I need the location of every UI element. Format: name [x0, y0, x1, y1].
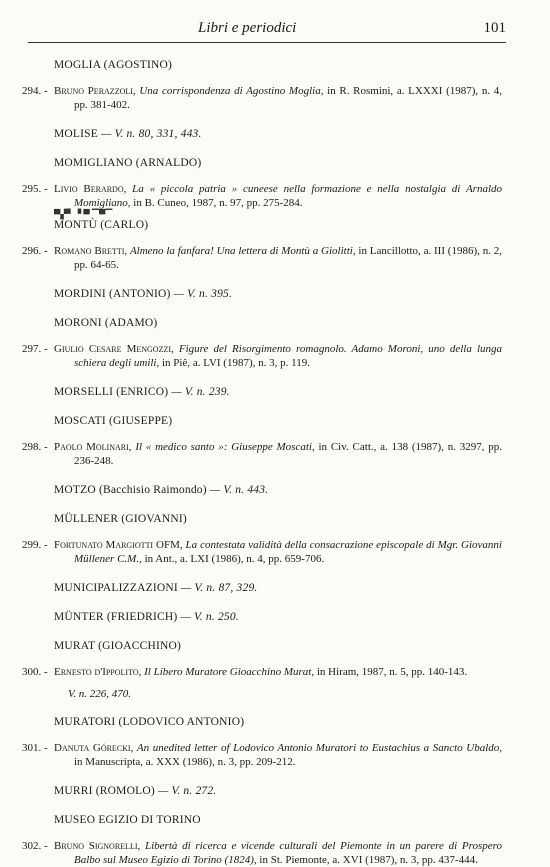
entry-number: 300. -: [22, 666, 48, 678]
subject-heading: MONTÙ (CARLO): [54, 219, 149, 231]
entry-author: Romano Bretti,: [54, 245, 128, 257]
entry-source: in R. Rosmini, a. LXXXI (1987), n. 4, pp. 381-402.: [74, 85, 502, 111]
entry-author: Ernesto d'Ippolito,: [54, 666, 142, 678]
entry-298: [22, 440, 502, 468]
entry-author: Bruno Perazzoli,: [54, 85, 136, 97]
cross-ref: — V. n. 80, 331, 443.: [101, 128, 202, 140]
subject-heading: MOGLIA (AGOSTINO): [54, 59, 173, 71]
cross-ref-heading: MORDINI (ANTONIO) — V. n. 395.: [54, 288, 233, 300]
entry-source: in Ant., a. LXI (1986), n. 4, pp. 659-706.: [144, 553, 325, 565]
cross-ref: — V. n. 239.: [171, 386, 230, 398]
entry-title: Almeno la fanfara! Una lettera di Montù a Giolitti,: [129, 245, 356, 257]
entry-author: Danuta Górecki,: [54, 742, 134, 754]
entry-author: Giulio Cesare Mengozzi,: [54, 343, 174, 355]
entry-number: 295. -: [22, 183, 48, 195]
entry-number: 294. -: [22, 85, 48, 97]
entry-source: in St. Piemonte, a. XVI (1987), n. 3, pp. 437-444.: [259, 854, 478, 866]
subject-heading: MURAT (GIOACCHINO): [54, 640, 182, 652]
subject-heading: MORONI (ADAMO): [54, 317, 158, 329]
running-title: Libri e periodici: [198, 20, 297, 36]
entry-author: Bruno Signorelli,: [54, 840, 141, 852]
entry-source: in Civ. Catt., a. 138 (1987), n. 3297, pp. 236-248.: [74, 441, 503, 467]
entry-title: Il « medico santo »: Giuseppe Moscati,: [135, 441, 315, 453]
subject-heading: MOSCATI (GIUSEPPE): [54, 415, 173, 427]
entry-295: [22, 182, 502, 210]
entry-title: La « piccola patria » cuneese nella formazione e nella nostalgia di Arnaldo Momigliano,: [74, 183, 503, 209]
cross-ref-heading: MOTZO (Bacchisio Raimondo) — V. n. 443.: [54, 484, 269, 496]
entry-number: 299. -: [22, 539, 48, 551]
entry-301: [22, 741, 502, 769]
entry-source: in Lancillotto, a. III (1986), n. 2, pp. 64-65.: [74, 245, 503, 271]
print-smudge: ▀▞▘▝ ▀ ▔▀▔: [54, 209, 113, 219]
subject-heading: MUSEO EGIZIO DI TORINO: [54, 814, 201, 826]
running-header: [28, 20, 506, 43]
entry-title: An unedited letter of Lodovico Antonio Muratori to Eustachius a Sancto Ubaldo,: [136, 742, 502, 754]
entry-number: 296. -: [22, 245, 48, 257]
entry-number: 301. -: [22, 742, 48, 754]
index-list: [0, 58, 550, 867]
entry-author: Paolo Molinari,: [54, 441, 132, 453]
cross-ref: — V. n. 250.: [180, 611, 239, 623]
cross-ref: — V. n. 395.: [173, 288, 233, 300]
entry-source: in Piê, a. LVI (1987), n. 3, p. 119.: [162, 357, 310, 369]
entry-297: [22, 342, 502, 370]
cross-ref: — V. n. 272.: [157, 785, 217, 797]
cross-ref-heading: MORSELLI (ENRICO) — V. n. 239.: [54, 386, 230, 398]
cross-ref-heading: MUNICIPALIZZAZIONI — V. n. 87, 329.: [54, 582, 258, 594]
entry-302: [22, 839, 502, 867]
entry-title: Libertà di ricerca e vicende culturali del Piemonte in un parere di Prospero Balbo sul Museo Egizio di Torino (1824),: [74, 840, 503, 866]
entry-author: Livio Berardo,: [54, 183, 127, 195]
cross-ref-heading: MURRI (ROMOLO) — V. n. 272.: [54, 785, 217, 797]
cross-ref: — V. n. 443.: [209, 484, 269, 496]
entry-number: 298. -: [22, 441, 48, 453]
entry-title: Una corrispondenza di Agostino Moglia,: [139, 85, 324, 97]
entry-title: Il Libero Muratore Gioacchino Murat,: [144, 666, 315, 678]
entry-source: in Hiram, 1987, n. 5, pp. 140-143.: [316, 666, 468, 678]
entry-title: Figure del Risorgimento romagnolo. Adamo Moroni, uno della lunga schiera degli umili,: [74, 343, 503, 369]
entry-number: 302. -: [22, 840, 48, 852]
cross-ref-heading: MÜNTER (FRIEDRICH) — V. n. 250.: [54, 611, 239, 623]
cross-ref-heading: MOLISE — V. n. 80, 331, 443.: [54, 128, 202, 140]
entry-source: in Manuscripta, a. XXX (1986), n. 3, pp. 209-212.: [74, 756, 296, 768]
entry-300: [22, 665, 502, 679]
entry-author: Fortunato Margiotti OFM,: [54, 539, 183, 551]
entry-title: La contestata validità della consacrazione episcopale di Mgr. Giovanni Müllener C.M.,: [74, 539, 502, 565]
entry-source: in B. Cuneo, 1987, n. 97, pp. 275-284.: [133, 197, 303, 209]
subject-heading: MÜLLENER (GIOVANNI): [54, 513, 187, 525]
entry-number: 297. -: [22, 343, 48, 355]
cross-ref: — V. n. 87, 329.: [181, 582, 258, 594]
entry-299: [22, 538, 502, 566]
cross-ref: V. n. 226, 470.: [68, 688, 132, 700]
entry-296: [22, 244, 502, 272]
page-number: 101: [483, 20, 506, 36]
subject-heading: MURATORI (LODOVICO ANTONIO): [54, 716, 245, 728]
subject-heading: MOMIGLIANO (ARNALDO): [54, 157, 202, 169]
entry-294: [22, 84, 502, 112]
